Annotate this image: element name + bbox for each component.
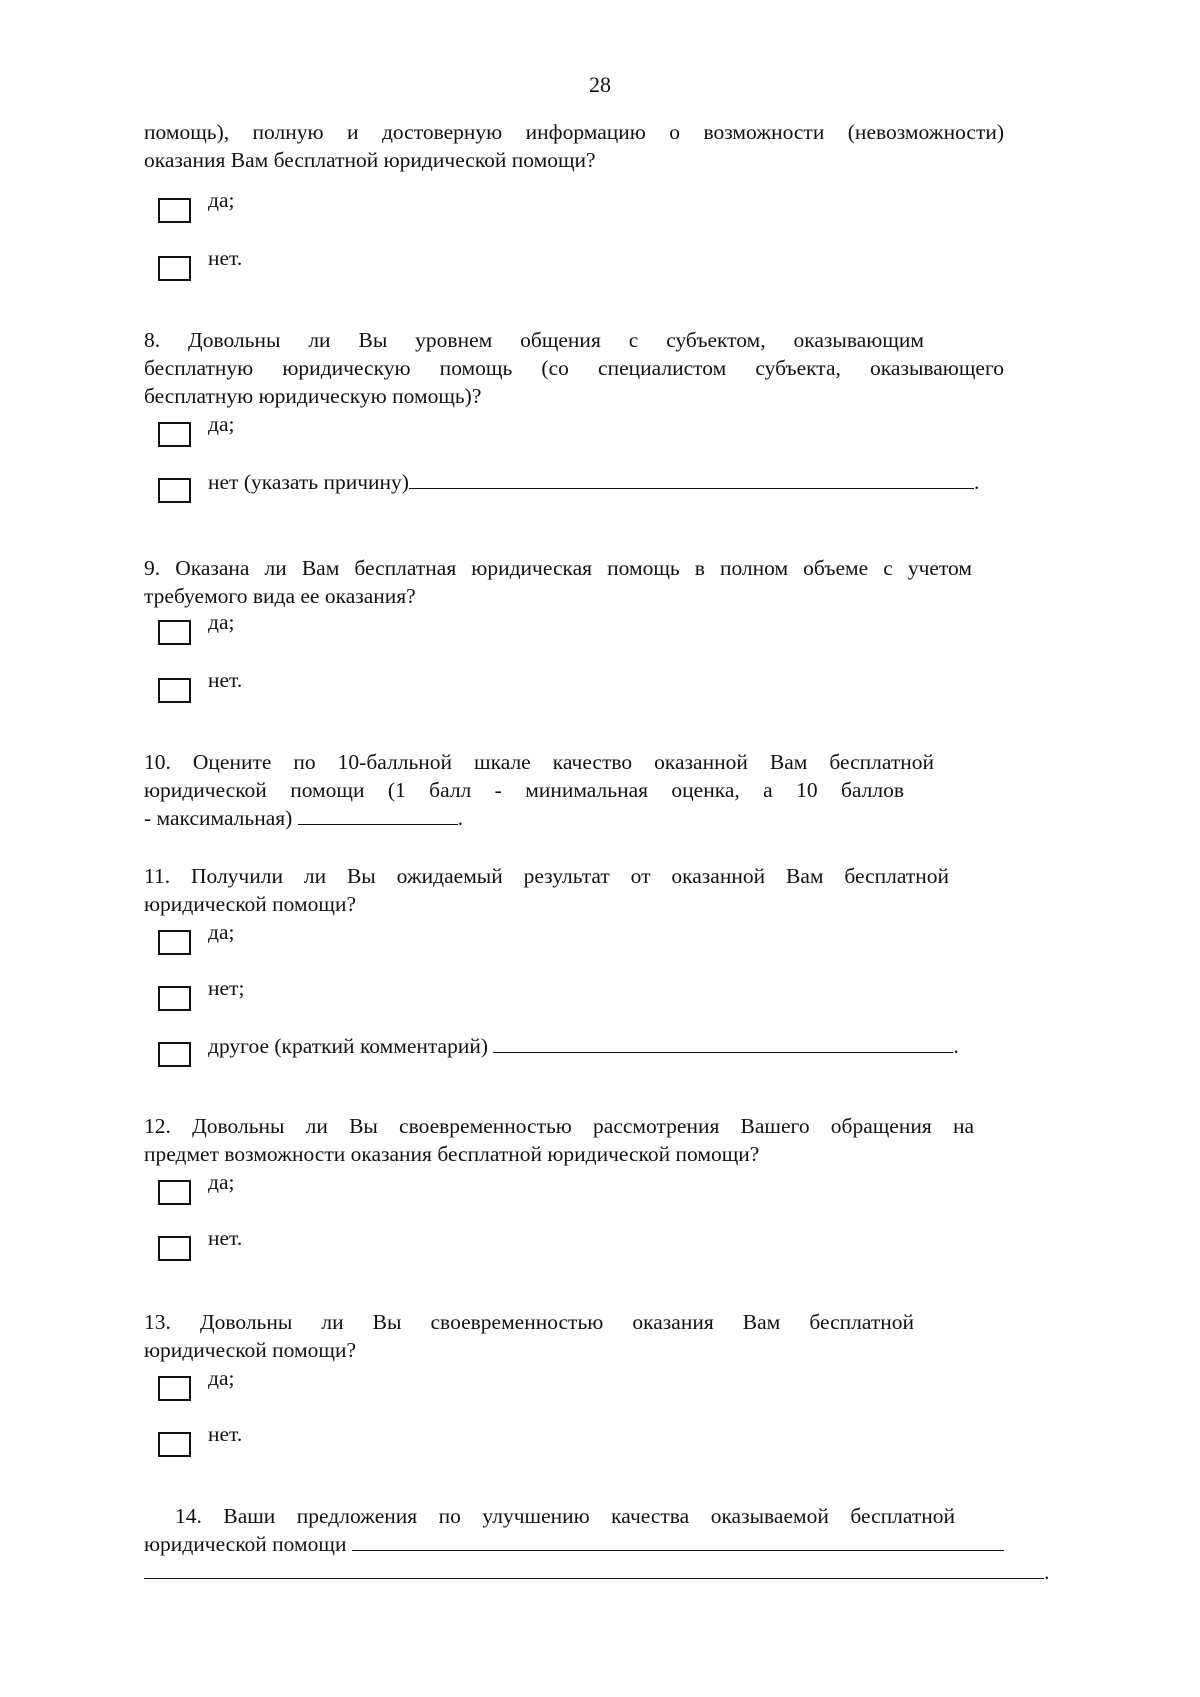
option-label: да;: [208, 412, 235, 436]
question-13-text: [144, 1308, 1004, 1364]
question-10-line-3-text: - максимальная): [144, 806, 293, 830]
checkbox[interactable]: [158, 1376, 191, 1401]
option-label: [208, 1032, 959, 1058]
question-8-line-3: бесплатную юридическую помощь)?: [144, 384, 482, 408]
checkbox[interactable]: [158, 478, 191, 503]
question-14-line-2-text: юридической помощи: [144, 1532, 347, 1556]
checkbox[interactable]: [158, 1042, 191, 1067]
end-period: .: [973, 470, 980, 494]
question-14-line-3: [144, 1558, 1050, 1586]
question-14-text: [144, 1502, 1050, 1586]
option-label: нет.: [208, 668, 243, 692]
question-12-line-2: предмет возможности оказания бесплатной юридической помощи?: [144, 1142, 760, 1166]
end-period: .: [953, 1034, 959, 1058]
option-label: нет.: [208, 246, 243, 270]
reason-input-line[interactable]: [409, 468, 974, 489]
question-14-line-1: 14. Ваши предложения по улучшению качества оказываемой бесплатной: [175, 1504, 955, 1528]
question-8-text: [144, 326, 1004, 410]
option-no-label: нет (указать причину): [208, 470, 409, 494]
question-11-line-1: 11. Получили ли Вы ожидаемый результат от оказанной Вам бесплатной: [144, 864, 949, 888]
question-10-text: [144, 748, 1004, 832]
question-10-line-2: юридической помощи (1 балл - минимальная оценка, а 10 баллов: [144, 778, 904, 802]
question-9-text: [144, 554, 1004, 610]
question-7-text: [144, 118, 1004, 174]
checkbox[interactable]: [158, 1180, 191, 1205]
question-11-text: [144, 862, 1004, 918]
question-7-line-2: оказания Вам бесплатной юридической помощи?: [144, 148, 596, 172]
checkbox[interactable]: [158, 930, 191, 955]
question-12-text: [144, 1112, 1004, 1168]
question-9-line-1: 9. Оказана ли Вам бесплатная юридическая помощь в полном объеме с учетом: [144, 556, 972, 580]
end-period: .: [457, 806, 464, 830]
checkbox[interactable]: [158, 1432, 191, 1457]
question-13-line-2: юридической помощи?: [144, 1338, 356, 1362]
checkbox[interactable]: [158, 1236, 191, 1261]
checkbox[interactable]: [158, 620, 191, 645]
end-period: .: [1044, 1560, 1050, 1584]
question-10-line-3: [144, 804, 1004, 832]
option-label: да;: [208, 610, 235, 634]
checkbox[interactable]: [158, 198, 191, 223]
question-14-line-2: [144, 1530, 1004, 1558]
checkbox[interactable]: [158, 986, 191, 1011]
question-13-line-1: 13. Довольны ли Вы своевременностью оказания Вам бесплатной: [144, 1310, 914, 1334]
checkbox[interactable]: [158, 422, 191, 447]
comment-input-line[interactable]: [493, 1032, 953, 1053]
suggestions-input-line-2[interactable]: [144, 1558, 1044, 1579]
question-9-line-2: требуемого вида ее оказания?: [144, 584, 416, 608]
question-8-line-1: 8. Довольны ли Вы уровнем общения с субъектом, оказывающим: [144, 328, 924, 352]
option-label: да;: [208, 1170, 235, 1194]
option-label: нет.: [208, 1422, 243, 1446]
question-7-line-1: помощь), полную и достоверную информацию о возможности (невозможности): [144, 120, 1004, 144]
page-number: 28: [589, 72, 611, 97]
option-label: да;: [208, 920, 235, 944]
option-label: [208, 468, 979, 494]
suggestions-input-line-1[interactable]: [352, 1530, 1004, 1551]
question-11-line-2: юридической помощи?: [144, 892, 356, 916]
option-label: нет.: [208, 1226, 243, 1250]
option-other-label: другое (краткий комментарий): [208, 1034, 489, 1058]
checkbox[interactable]: [158, 256, 191, 281]
option-label: нет;: [208, 976, 245, 1000]
checkbox[interactable]: [158, 678, 191, 703]
question-8-line-2: бесплатную юридическую помощь (со специалистом субъекта, оказывающего: [144, 356, 1004, 380]
score-input-line[interactable]: [298, 804, 458, 825]
option-label: да;: [208, 188, 235, 212]
question-12-line-1: 12. Довольны ли Вы своевременностью рассмотрения Вашего обращения на: [144, 1114, 974, 1138]
option-label: да;: [208, 1366, 235, 1390]
question-10-line-1: 10. Оцените по 10-балльной шкале качество оказанной Вам бесплатной: [144, 750, 934, 774]
